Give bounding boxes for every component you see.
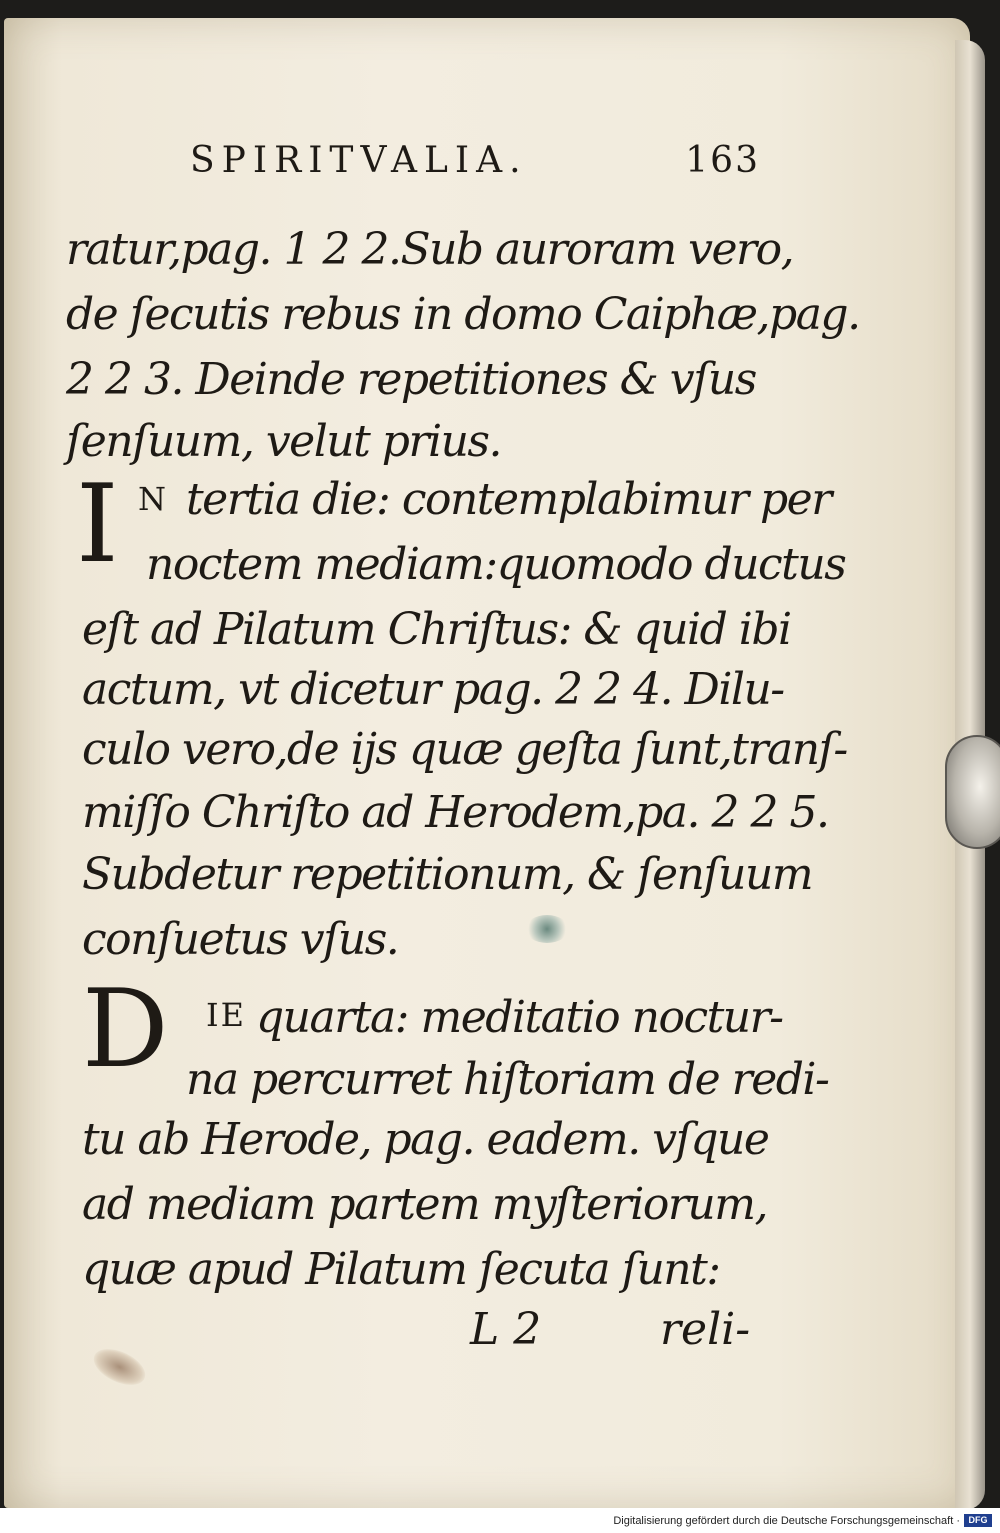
text-line: Subdetur repetitionum, & ſenſuum bbox=[82, 849, 813, 900]
text-line: ad mediam partem myſteriorum, bbox=[82, 1179, 767, 1230]
text-line: eſt ad Pilatum Chriſtus: & quid ibi bbox=[82, 604, 791, 655]
catchword: reli- bbox=[660, 1304, 751, 1355]
text-line: culo vero,de ijs quæ geſta ſunt,tranſ- bbox=[82, 724, 847, 775]
text-line: quæ apud Pilatum ſecuta ſunt: bbox=[82, 1244, 720, 1295]
text-line: tertia die: contemplabimur per bbox=[186, 474, 831, 525]
signature-mark: L 2 bbox=[470, 1304, 542, 1355]
text-line: tu ab Herode, pag. eadem. vſque bbox=[82, 1114, 769, 1165]
text-line: na percurret hiſtoriam de redi- bbox=[186, 1054, 829, 1105]
page-number: 163 bbox=[685, 140, 760, 181]
dfg-logo: DFG bbox=[964, 1514, 992, 1527]
first-word-caps: N bbox=[138, 480, 168, 518]
text-line: quarta: meditatio noctur- bbox=[256, 992, 783, 1043]
running-header bbox=[190, 140, 760, 190]
first-word-caps: IE bbox=[206, 996, 246, 1034]
text-line: miſſo Chriſto ad Herodem,pa. 2 2 5. bbox=[82, 787, 829, 838]
text-line: ratur,pag. 1 2 2.Sub auroram vero, bbox=[66, 224, 794, 275]
text-line: actum, vt dicetur pag. 2 2 4. Dilu- bbox=[82, 664, 784, 715]
text-line: 2 2 3. Deinde repetitiones & vſus bbox=[66, 354, 756, 405]
page-footer bbox=[470, 1300, 770, 1360]
digitization-credit: Digitalisierung gefördert durch die Deutsche Forschungsgemeinschaft · bbox=[613, 1515, 960, 1527]
drop-cap-initial: D bbox=[82, 967, 169, 1092]
text-line: noctem mediam:quomodo ductus bbox=[146, 539, 846, 590]
text-line: conſuetus vſus. bbox=[82, 914, 399, 965]
book-clasp bbox=[945, 735, 1000, 849]
text-line: ſenſuum, velut prius. bbox=[66, 416, 501, 467]
running-title: SPIRITVALIA. bbox=[190, 140, 528, 181]
text-line: de ſecutis rebus in domo Caiphæ,pag. bbox=[66, 289, 860, 340]
drop-cap-initial: I bbox=[76, 462, 119, 587]
ink-stain bbox=[525, 915, 569, 943]
